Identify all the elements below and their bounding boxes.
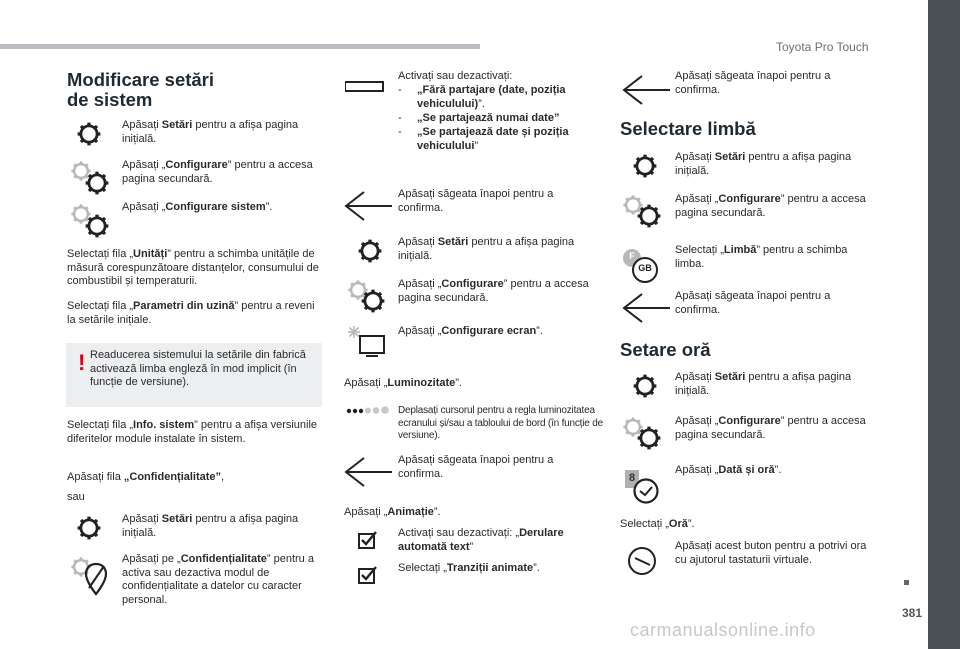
section-title-language: Selectare limbă (620, 118, 756, 139)
step-system-configuration: Apăsați „Configurare sistem”. (122, 201, 273, 213)
page-number: 381 (902, 606, 923, 620)
dash-3: - (398, 126, 402, 138)
toggle-intro: Activați sau dezactivați: (398, 70, 513, 82)
settings-gear-icon (76, 515, 102, 541)
page-dot (904, 580, 909, 585)
step-configuration-2: Apăsați „Configurare” pentru a accesa pagina secundară. (398, 278, 589, 304)
header-bar (0, 44, 480, 49)
configuration-gear-icon (636, 425, 662, 451)
back-confirm-1: Apăsați săgeata înapoi pentru a confirma. (398, 188, 554, 214)
language-select: Selectați „Limbă” pentru a schimba limba. (675, 244, 848, 270)
dash-1: - (398, 84, 402, 96)
language-f-label: F (629, 251, 635, 261)
system-configuration-gear-icon (84, 213, 110, 239)
settings-gear-icon (632, 153, 658, 179)
option-data-only: „Se partajează numai date” (417, 112, 560, 124)
settings-gear-icon (632, 373, 658, 399)
watermark: carmanualsonline.info (630, 620, 816, 640)
time-select-hour: Selectați „Oră”. (620, 518, 695, 530)
time-button-instruction: Apăsați acest buton pentru a potrivi ora cu ajutorul tastaturii virtuale. (675, 540, 867, 566)
clock-icon (632, 477, 660, 505)
time-step-settings: Apăsați Setări pentru a afișa pagina inițială. (675, 371, 852, 397)
option-data-and-position: „Se partajează date și poziția vehiculului” (417, 126, 569, 152)
back-confirm-3: Apăsați săgeata înapoi pentru a confirma. (675, 70, 831, 96)
toggle-bar-icon (345, 80, 385, 94)
section-title-system-settings: Modificare setări de sistem (67, 69, 215, 110)
back-confirm-2: Apăsați săgeata înapoi pentru a confirma. (398, 454, 554, 480)
step-auto-scroll: Activați sau dezactivați: „Derulare automată text” (398, 527, 564, 553)
settings-gear-icon (76, 121, 102, 147)
or-text: sau (67, 491, 85, 503)
header-title: Toyota Pro Touch (776, 40, 869, 54)
settings-gear-icon (357, 238, 383, 264)
option-no-sharing: „Fără partajare (date, poziția vehiculului)”. (417, 84, 566, 110)
back-arrow-icon (342, 456, 394, 488)
step-animation: Apăsați „Animație”. (344, 506, 441, 518)
dash-2: - (398, 112, 402, 124)
language-gb-label: GB (638, 263, 652, 273)
step-luminosity: Apăsați „Luminozitate”. (344, 377, 462, 389)
location-pin-icon (84, 562, 108, 596)
configuration-gear-icon (360, 288, 386, 314)
checkbox-icon (357, 564, 379, 586)
time-step-configuration: Apăsați „Configurare” pentru a accesa pagina secundară. (675, 415, 866, 441)
section-title-time: Setare oră (620, 339, 711, 360)
configuration-gear-icon (636, 203, 662, 229)
step-settings: Apăsați Setări pentru a afișa pagina inițială. (122, 119, 299, 145)
checkbox-icon (357, 529, 379, 551)
step-privacy: Apăsați pe „Confidențialitate” pentru a activa sau dezactiva modul de confidențialitate a datelor cu caracter personal. (122, 553, 314, 606)
step-settings-2: Apăsați Setări pentru a afișa pagina inițială. (122, 513, 299, 539)
back-arrow-icon (620, 74, 672, 106)
time-step-date-time: Apăsați „Dată și oră”. (675, 464, 782, 476)
slider-instructions: Deplasați cursorul pentru a regla luminozitatea ecranului și/sau a tabloului de bord (în funcție de versiune). (398, 405, 603, 441)
back-arrow-icon (620, 292, 672, 324)
warning-icon: ! (78, 350, 86, 375)
paragraph-privacy: Apăsați fila „Confidențialitate”, (67, 471, 225, 483)
paragraph-factory-reset: Selectați fila „Parametri din uzină” pentru a reveni la setările inițiale. (67, 300, 315, 326)
step-settings-3: Apăsați Setări pentru a afișa pagina inițială. (398, 236, 575, 262)
step-screen-configuration: Apăsați „Configurare ecran”. (398, 325, 543, 337)
step-configuration: Apăsați „Configurare” pentru a accesa pagina secundară. (122, 159, 313, 185)
side-tab (928, 0, 960, 649)
screen-brightness-icon (346, 325, 388, 359)
warning-text: Readucerea sistemului la setările din fabrică activează limba engleză în mod implicit (în funcție de versiune). (90, 349, 306, 388)
calendar-badge-number: 8 (628, 472, 636, 484)
back-arrow-icon (342, 190, 394, 222)
language-back-confirm: Apăsați săgeata înapoi pentru a confirma. (675, 290, 831, 316)
language-step-configuration: Apăsați „Configurare” pentru a accesa pagina secundară. (675, 193, 866, 219)
paragraph-system-info: Selectați fila „Info. sistem” pentru a afișa versiunile diferitelor module instalate în sistem. (67, 419, 318, 445)
step-animated-transitions: Selectați „Tranziții animate”. (398, 562, 540, 574)
brightness-slider-icon (346, 405, 390, 415)
paragraph-units: Selectați fila „Unități” pentru a schimba unitățile de măsură corespunzătoare distanțelor, consumului de combustibil și temperaturii. (67, 248, 319, 287)
language-step-settings: Apăsați Setări pentru a afișa pagina inițială. (675, 151, 852, 177)
configuration-gear-icon (84, 170, 110, 196)
time-adjust-button-icon (626, 545, 658, 577)
